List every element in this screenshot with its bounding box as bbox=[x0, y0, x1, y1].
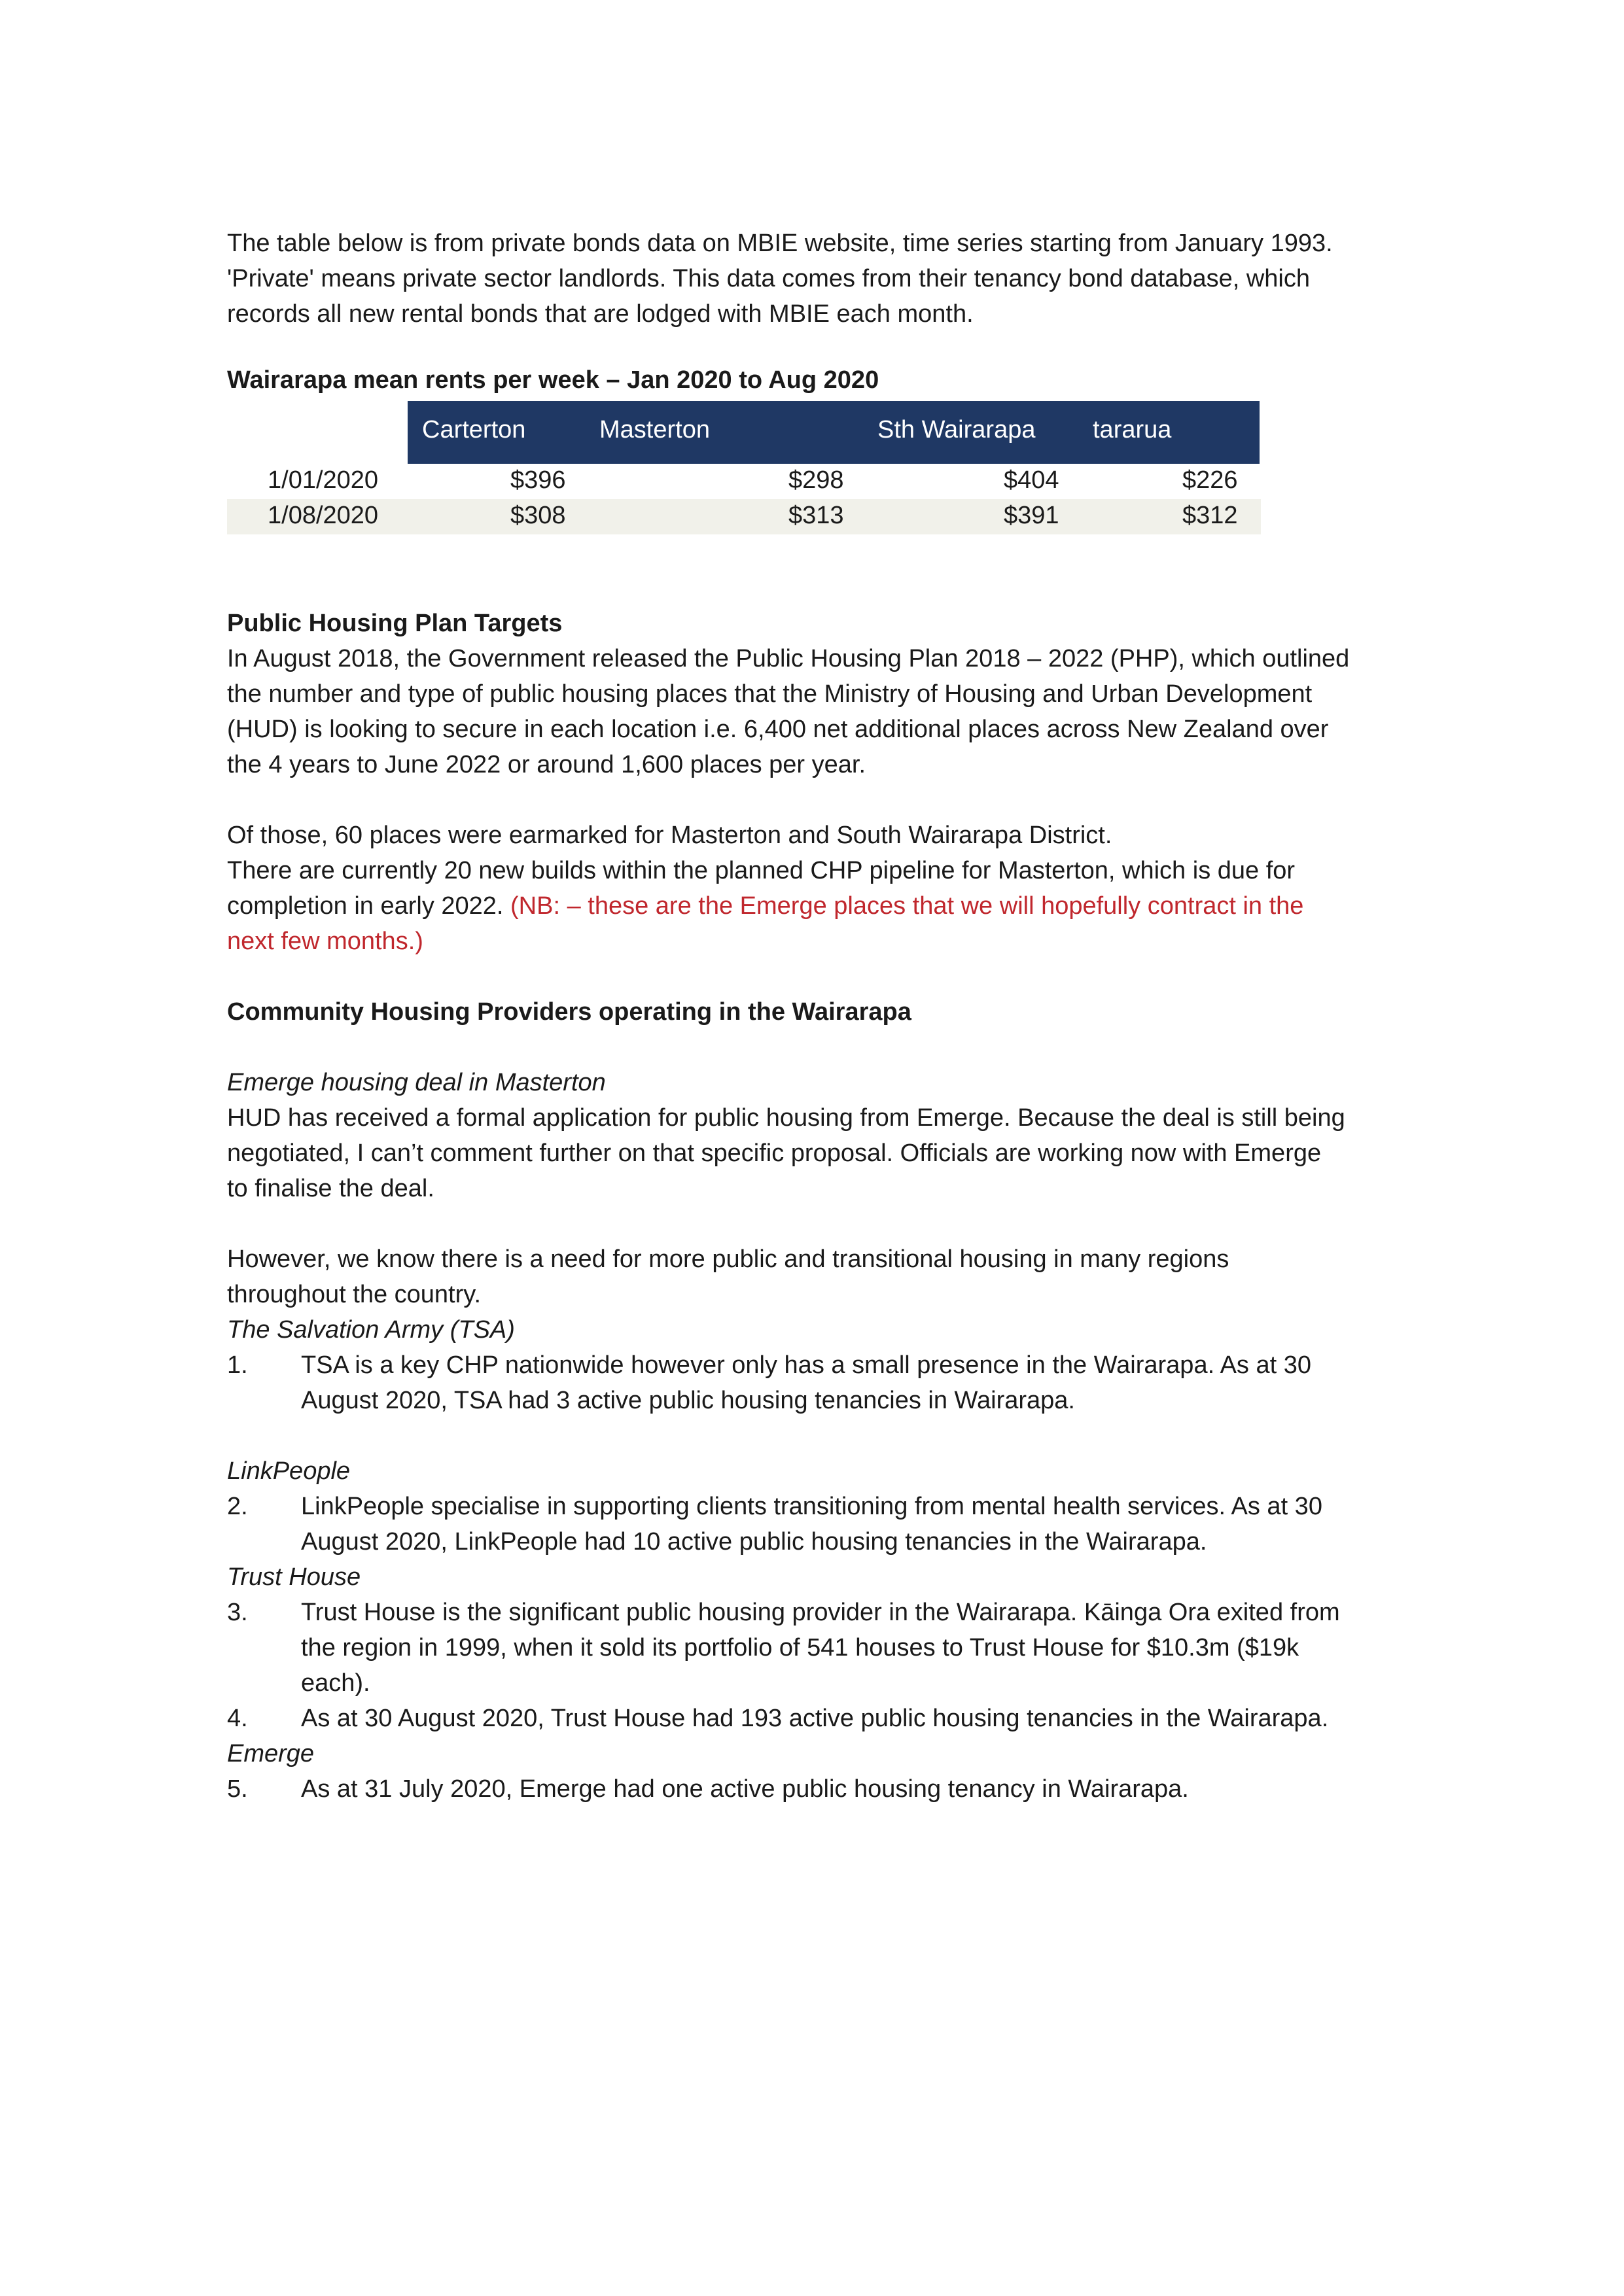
table-cell: $226 bbox=[1182, 466, 1238, 494]
intro-line: records all new rental bonds that are lodged with MBIE each month. bbox=[227, 300, 974, 328]
list-number: 1. bbox=[227, 1351, 248, 1379]
rents-table-header bbox=[408, 401, 1260, 464]
table-cell: $312 bbox=[1182, 502, 1238, 529]
table-cell: $396 bbox=[510, 466, 566, 494]
php-line: the number and type of public housing places that the Ministry of Housing and Urban Development bbox=[227, 680, 1313, 708]
intro-line: The table below is from private bonds data on MBIE website, time series starting from January 1993. bbox=[227, 230, 1333, 257]
earmark-note: (NB: – these are the Emerge places that we will hopefully contract in the bbox=[510, 892, 1304, 920]
table-cell: $404 bbox=[1004, 466, 1059, 494]
list-item-line: LinkPeople specialise in supporting clients transitioning from mental health services. As at 30 bbox=[301, 1493, 1322, 1520]
section-heading: Community Housing Providers operating in the Wairarapa bbox=[227, 998, 911, 1026]
column-header: Carterton bbox=[422, 416, 526, 444]
earmark-line bbox=[227, 888, 1431, 924]
earmark-paragraph bbox=[227, 818, 1431, 959]
providers-list bbox=[227, 1242, 1431, 1807]
list-item bbox=[227, 1771, 1431, 1807]
list-item-line: As at 30 August 2020, Trust House had 193 active public housing tenancies in the Wairarapa. bbox=[301, 1705, 1329, 1732]
list-number: 3. bbox=[227, 1599, 248, 1626]
emerge-line: negotiated, I can’t comment further on that specific proposal. Officials are working now with Emerge bbox=[227, 1139, 1322, 1167]
php-line: In August 2018, the Government released the Public Housing Plan 2018 – 2022 (PHP), which outlined bbox=[227, 645, 1350, 672]
table-cell: $313 bbox=[788, 502, 844, 529]
list-item-line: As at 31 July 2020, Emerge had one active public housing tenancy in Wairarapa. bbox=[301, 1775, 1189, 1803]
chp-section bbox=[227, 994, 1431, 1030]
rents-table-title: Wairarapa mean rents per week – Jan 2020 to Aug 2020 bbox=[227, 366, 879, 394]
list-item-line: each). bbox=[301, 1669, 370, 1697]
table-cell: $308 bbox=[510, 502, 566, 529]
table-cell: $391 bbox=[1004, 502, 1059, 529]
emerge-line: HUD has received a formal application for public housing from Emerge. Because the deal is still being bbox=[227, 1104, 1345, 1132]
list-number: 2. bbox=[227, 1493, 248, 1520]
list-item-line: August 2020, TSA had 3 active public housing tenancies in Wairarapa. bbox=[301, 1387, 1075, 1414]
list-item-line: TSA is a key CHP nationwide however only has a small presence in the Wairarapa. As at 30 bbox=[301, 1351, 1312, 1379]
php-line: (HUD) is looking to secure in each location i.e. 6,400 net additional places across New Zealand over bbox=[227, 716, 1329, 743]
subsection-heading: LinkPeople bbox=[227, 1457, 351, 1485]
column-header: Masterton bbox=[599, 416, 710, 444]
list-number: 4. bbox=[227, 1705, 248, 1732]
table-cell: $298 bbox=[788, 466, 844, 494]
emerge-line: to finalise the deal. bbox=[227, 1175, 434, 1202]
column-header: Sth Wairarapa bbox=[877, 416, 1036, 444]
subsection-heading: The Salvation Army (TSA) bbox=[227, 1316, 515, 1344]
spacer bbox=[227, 1418, 1431, 1453]
intro-line: 'Private' means private sector landlords. This data comes from their tenancy bond database, which bbox=[227, 265, 1310, 292]
earmark-text: completion in early 2022. bbox=[227, 892, 511, 920]
table-row bbox=[227, 499, 1261, 534]
section-heading: Public Housing Plan Targets bbox=[227, 610, 563, 637]
php-section bbox=[227, 606, 1431, 782]
list-item bbox=[227, 1701, 1431, 1736]
list-item bbox=[227, 1595, 1431, 1701]
list-number: 5. bbox=[227, 1775, 248, 1803]
list-item-line: the region in 1999, when it sold its portfolio of 541 houses to Trust House for $10.3m ($19k bbox=[301, 1634, 1299, 1661]
however-line: throughout the country. bbox=[227, 1281, 481, 1308]
row-date: 1/01/2020 bbox=[268, 466, 379, 494]
earmark-note: next few months.) bbox=[227, 928, 423, 955]
php-line: the 4 years to June 2022 or around 1,600 places per year. bbox=[227, 751, 866, 778]
table-row bbox=[227, 464, 1261, 499]
list-item bbox=[227, 1348, 1431, 1418]
emerge-deal-section bbox=[227, 1065, 1431, 1206]
subsection-heading: Trust House bbox=[227, 1563, 361, 1591]
list-item-line: August 2020, LinkPeople had 10 active public housing tenancies in the Wairarapa. bbox=[301, 1528, 1207, 1556]
column-header: tararua bbox=[1093, 416, 1172, 444]
row-date: 1/08/2020 bbox=[268, 502, 379, 529]
earmark-line: There are currently 20 new builds within the planned CHP pipeline for Masterton, which is due for bbox=[227, 857, 1296, 884]
subsection-heading: Emerge bbox=[227, 1740, 315, 1767]
subsection-heading: Emerge housing deal in Masterton bbox=[227, 1069, 606, 1096]
earmark-line: Of those, 60 places were earmarked for Masterton and South Wairarapa District. bbox=[227, 822, 1112, 849]
however-line: However, we know there is a need for more public and transitional housing in many regions bbox=[227, 1245, 1229, 1273]
list-item-line: Trust House is the significant public housing provider in the Wairarapa. Kāinga Ora exited from bbox=[301, 1599, 1340, 1626]
intro-paragraph bbox=[227, 226, 1431, 332]
list-item bbox=[227, 1489, 1431, 1559]
